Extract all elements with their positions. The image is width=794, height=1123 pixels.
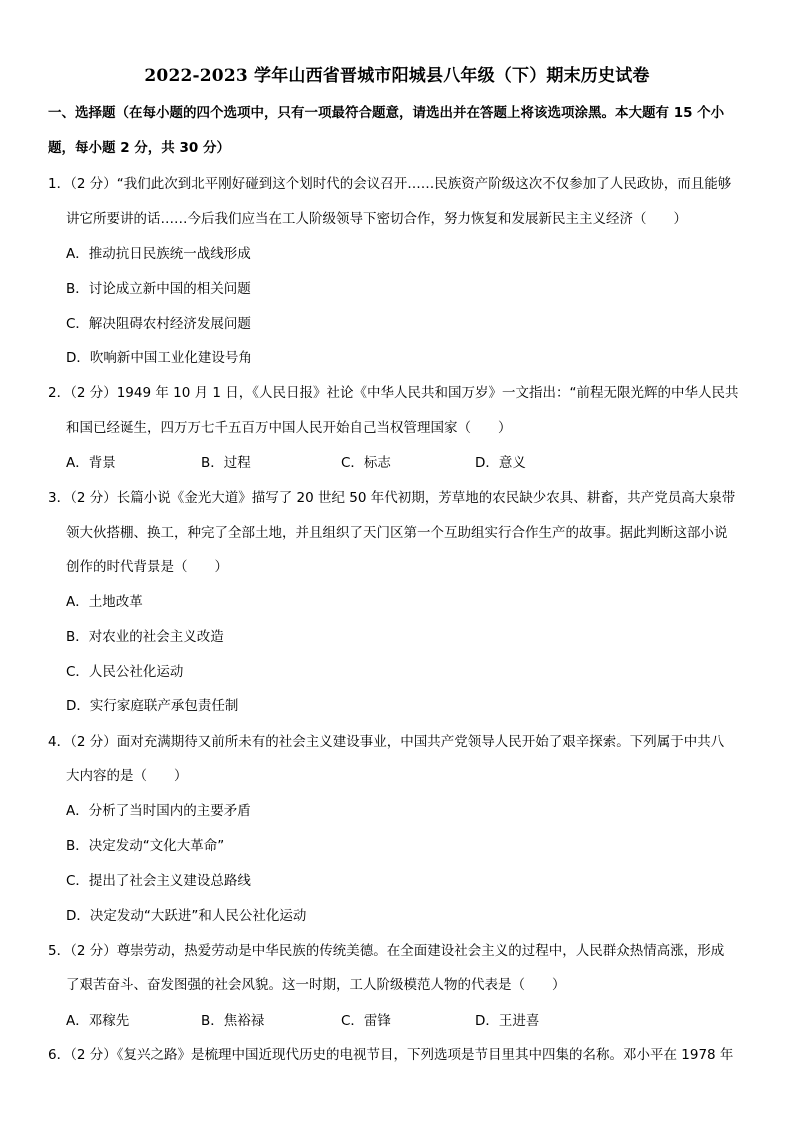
q1-option-c: C．解决阻碍农村经济发展问题 bbox=[66, 316, 251, 332]
q5-option-a: A．邓稼先 bbox=[66, 1013, 130, 1029]
q1-stem-line2: 讲它所要讲的话……今后我们应当在工人阶级领导下密切合作，努力恢复和发展新民主主义经济（ ） bbox=[66, 211, 687, 227]
q2-option-c: C．标志 bbox=[341, 455, 391, 471]
q1-option-a: A．推动抗日民族统一战线形成 bbox=[66, 246, 251, 262]
q3-stem-line1: 3．（2 分）长篇小说《金光大道》描写了 20 世纪 50 年代初期，芳草地的农民缺少农具、耕畜，共产党员高大泉带 bbox=[48, 490, 736, 506]
q4-option-b: B．决定发动“文化大革命” bbox=[66, 838, 225, 854]
q2-option-b: B．过程 bbox=[201, 455, 251, 471]
q5-stem-line1: 5．（2 分）尊崇劳动，热爱劳动是中华民族的传统美德。在全面建设社会主义的过程中，人民群众热情高涨，形成 bbox=[48, 943, 725, 959]
q3-stem-line2: 领大伙搭棚、换工，种完了全部土地，并且组织了天门区第一个互助组实行合作生产的故事。据此判断这部小说 bbox=[66, 525, 728, 541]
q3-option-a: A．土地改革 bbox=[66, 594, 143, 610]
q2-stem-line1: 2．（2 分）1949 年 10 月 1 日，《人民日报》社论《中华人民共和国万岁》一文指出：“前程无限光辉的中华人民共 bbox=[48, 385, 739, 401]
q2-option-a: A．背景 bbox=[66, 455, 116, 471]
q5-option-d: D．王进喜 bbox=[475, 1013, 540, 1029]
q4-option-c: C．提出了社会主义建设总路线 bbox=[66, 873, 251, 889]
q3-option-d: D．实行家庭联产承包责任制 bbox=[66, 698, 239, 714]
q5-stem-line2: 了艰苦奋斗、奋发图强的社会风貌。这一时期，工人阶级模范人物的代表是（ ） bbox=[66, 977, 566, 993]
q2-stem-line2: 和国已经诞生，四万万七千五百万中国人民开始自己当权管理国家（ ） bbox=[66, 420, 512, 436]
section-heading-line1: 一、选择题（在每小题的四个选项中，只有一项最符合题意，请选出并在答题上将该选项涂黑。本大题有 15 个小 bbox=[48, 105, 725, 121]
q3-option-c: C．人民公社化运动 bbox=[66, 664, 184, 680]
q5-option-b: B．焦裕禄 bbox=[201, 1013, 265, 1029]
q4-stem-line2: 大内容的是（ ） bbox=[66, 768, 188, 784]
q4-stem-line1: 4．（2 分）面对充满期待又前所未有的社会主义建设事业，中国共产党领导人民开始了艰辛探索。下列属于中共八 bbox=[48, 734, 725, 750]
q6-stem-line1: 6．（2 分）《复兴之路》是梳理中国近现代历史的电视节目，下列选项是节目里其中四集的名称。邓小平在 1978 年 bbox=[48, 1047, 734, 1063]
q3-option-b: B．对农业的社会主义改造 bbox=[66, 629, 224, 645]
q3-stem-line3: 创作的时代背景是（ ） bbox=[66, 559, 228, 575]
q4-option-d: D．决定发动“大跃进”和人民公社化运动 bbox=[66, 908, 307, 924]
section-heading-line2: 题，每小题 2 分，共 30 分） bbox=[48, 140, 230, 156]
q2-option-d: D．意义 bbox=[475, 455, 526, 471]
page-title: 2022-2023 学年山西省晋城市阳城县八年级（下）期末历史试卷 bbox=[144, 66, 650, 86]
q4-option-a: A．分析了当时国内的主要矛盾 bbox=[66, 803, 251, 819]
q1-option-b: B．讨论成立新中国的相关问题 bbox=[66, 281, 251, 297]
q1-option-d: D．吹响新中国工业化建设号角 bbox=[66, 350, 252, 366]
q5-option-c: C．雷锋 bbox=[341, 1013, 391, 1029]
q1-stem-line1: 1．（2 分）“我们此次到北平刚好碰到这个划时代的会议召开……民族资产阶级这次不仅参加了人民政协，而且能够 bbox=[48, 176, 732, 192]
